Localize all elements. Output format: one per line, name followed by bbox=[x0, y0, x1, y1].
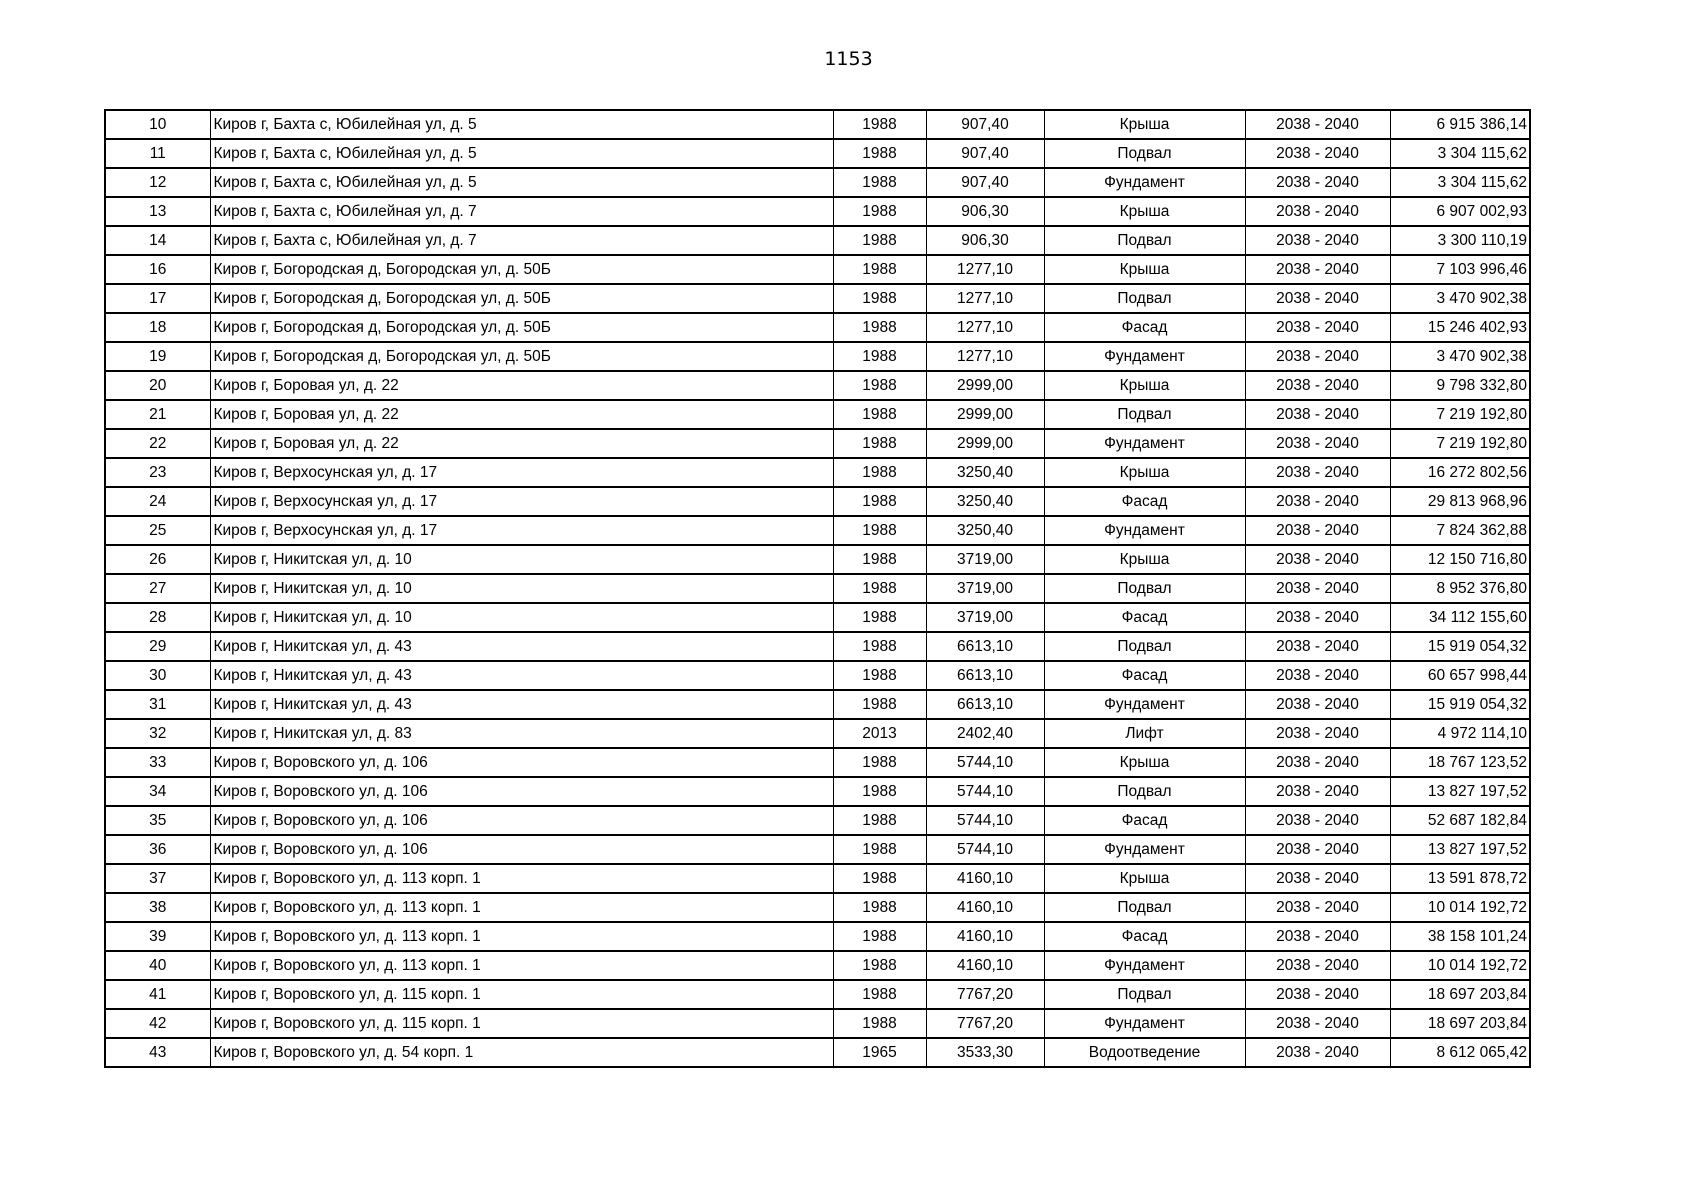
row-number-cell: 27 bbox=[105, 574, 210, 603]
address-cell: Киров г, Богородская д, Богородская ул, д. 50Б bbox=[210, 255, 833, 284]
cost-cell: 52 687 182,84 bbox=[1390, 806, 1530, 835]
table-row bbox=[105, 980, 1530, 1009]
work-type-cell: Подвал bbox=[1044, 777, 1245, 806]
work-type-cell: Крыша bbox=[1044, 197, 1245, 226]
cost-cell: 3 470 902,38 bbox=[1390, 284, 1530, 313]
area-cell: 1277,10 bbox=[926, 313, 1044, 342]
cost-cell: 3 470 902,38 bbox=[1390, 342, 1530, 371]
cost-cell: 16 272 802,56 bbox=[1390, 458, 1530, 487]
year-cell: 1988 bbox=[833, 632, 926, 661]
area-cell: 4160,10 bbox=[926, 951, 1044, 980]
row-number-cell: 12 bbox=[105, 168, 210, 197]
work-type-cell: Фасад bbox=[1044, 661, 1245, 690]
work-type-cell: Фасад bbox=[1044, 603, 1245, 632]
period-cell: 2038 - 2040 bbox=[1245, 748, 1390, 777]
area-cell: 3719,00 bbox=[926, 603, 1044, 632]
year-cell: 1988 bbox=[833, 429, 926, 458]
cost-cell: 13 827 197,52 bbox=[1390, 777, 1530, 806]
row-number-cell: 14 bbox=[105, 226, 210, 255]
table-row bbox=[105, 748, 1530, 777]
address-cell: Киров г, Бахта с, Юбилейная ул, д. 7 bbox=[210, 226, 833, 255]
work-type-cell: Фундамент bbox=[1044, 168, 1245, 197]
cost-cell: 10 014 192,72 bbox=[1390, 893, 1530, 922]
cost-cell: 8 612 065,42 bbox=[1390, 1038, 1530, 1067]
address-cell: Киров г, Никитская ул, д. 43 bbox=[210, 661, 833, 690]
table-row bbox=[105, 835, 1530, 864]
area-cell: 6613,10 bbox=[926, 661, 1044, 690]
address-cell: Киров г, Никитская ул, д. 43 bbox=[210, 690, 833, 719]
period-cell: 2038 - 2040 bbox=[1245, 980, 1390, 1009]
area-cell: 906,30 bbox=[926, 197, 1044, 226]
table-row bbox=[105, 516, 1530, 545]
cost-cell: 12 150 716,80 bbox=[1390, 545, 1530, 574]
area-cell: 3719,00 bbox=[926, 545, 1044, 574]
cost-cell: 60 657 998,44 bbox=[1390, 661, 1530, 690]
cost-cell: 13 827 197,52 bbox=[1390, 835, 1530, 864]
cost-cell: 3 300 110,19 bbox=[1390, 226, 1530, 255]
address-cell: Киров г, Воровского ул, д. 106 bbox=[210, 806, 833, 835]
work-type-cell: Подвал bbox=[1044, 574, 1245, 603]
address-cell: Киров г, Никитская ул, д. 10 bbox=[210, 574, 833, 603]
cost-cell: 7 219 192,80 bbox=[1390, 429, 1530, 458]
address-cell: Киров г, Верхосунская ул, д. 17 bbox=[210, 516, 833, 545]
period-cell: 2038 - 2040 bbox=[1245, 835, 1390, 864]
period-cell: 2038 - 2040 bbox=[1245, 226, 1390, 255]
year-cell: 1988 bbox=[833, 516, 926, 545]
area-cell: 3250,40 bbox=[926, 458, 1044, 487]
year-cell: 1988 bbox=[833, 574, 926, 603]
area-cell: 4160,10 bbox=[926, 864, 1044, 893]
row-number-cell: 24 bbox=[105, 487, 210, 516]
cost-cell: 3 304 115,62 bbox=[1390, 139, 1530, 168]
row-number-cell: 18 bbox=[105, 313, 210, 342]
address-cell: Киров г, Бахта с, Юбилейная ул, д. 5 bbox=[210, 168, 833, 197]
year-cell: 1988 bbox=[833, 806, 926, 835]
area-cell: 4160,10 bbox=[926, 922, 1044, 951]
work-type-cell: Крыша bbox=[1044, 110, 1245, 139]
address-cell: Киров г, Никитская ул, д. 83 bbox=[210, 719, 833, 748]
row-number-cell: 39 bbox=[105, 922, 210, 951]
table-row bbox=[105, 168, 1530, 197]
table-row bbox=[105, 632, 1530, 661]
cost-cell: 15 919 054,32 bbox=[1390, 632, 1530, 661]
cost-cell: 6 907 002,93 bbox=[1390, 197, 1530, 226]
table-row bbox=[105, 719, 1530, 748]
row-number-cell: 40 bbox=[105, 951, 210, 980]
table-row bbox=[105, 690, 1530, 719]
address-cell: Киров г, Никитская ул, д. 10 bbox=[210, 603, 833, 632]
row-number-cell: 25 bbox=[105, 516, 210, 545]
cost-cell: 18 767 123,52 bbox=[1390, 748, 1530, 777]
row-number-cell: 23 bbox=[105, 458, 210, 487]
area-cell: 6613,10 bbox=[926, 690, 1044, 719]
table-row bbox=[105, 139, 1530, 168]
table-row bbox=[105, 400, 1530, 429]
year-cell: 1988 bbox=[833, 864, 926, 893]
cost-cell: 7 824 362,88 bbox=[1390, 516, 1530, 545]
cost-cell: 38 158 101,24 bbox=[1390, 922, 1530, 951]
row-number-cell: 34 bbox=[105, 777, 210, 806]
address-cell: Киров г, Воровского ул, д. 115 корп. 1 bbox=[210, 1009, 833, 1038]
period-cell: 2038 - 2040 bbox=[1245, 632, 1390, 661]
work-type-cell: Фундамент bbox=[1044, 516, 1245, 545]
period-cell: 2038 - 2040 bbox=[1245, 487, 1390, 516]
table-row bbox=[105, 255, 1530, 284]
row-number-cell: 29 bbox=[105, 632, 210, 661]
table-row bbox=[105, 487, 1530, 516]
table-row bbox=[105, 458, 1530, 487]
period-cell: 2038 - 2040 bbox=[1245, 719, 1390, 748]
year-cell: 1988 bbox=[833, 400, 926, 429]
area-cell: 907,40 bbox=[926, 110, 1044, 139]
row-number-cell: 42 bbox=[105, 1009, 210, 1038]
table-row bbox=[105, 951, 1530, 980]
address-cell: Киров г, Воровского ул, д. 113 корп. 1 bbox=[210, 951, 833, 980]
row-number-cell: 36 bbox=[105, 835, 210, 864]
table-body bbox=[105, 110, 1530, 1067]
period-cell: 2038 - 2040 bbox=[1245, 951, 1390, 980]
period-cell: 2038 - 2040 bbox=[1245, 777, 1390, 806]
year-cell: 2013 bbox=[833, 719, 926, 748]
cost-cell: 15 919 054,32 bbox=[1390, 690, 1530, 719]
period-cell: 2038 - 2040 bbox=[1245, 400, 1390, 429]
year-cell: 1988 bbox=[833, 777, 926, 806]
year-cell: 1988 bbox=[833, 922, 926, 951]
address-cell: Киров г, Богородская д, Богородская ул, д. 50Б bbox=[210, 284, 833, 313]
cost-cell: 6 915 386,14 bbox=[1390, 110, 1530, 139]
year-cell: 1988 bbox=[833, 197, 926, 226]
area-cell: 2999,00 bbox=[926, 400, 1044, 429]
address-cell: Киров г, Воровского ул, д. 113 корп. 1 bbox=[210, 922, 833, 951]
table-row bbox=[105, 574, 1530, 603]
area-cell: 5744,10 bbox=[926, 777, 1044, 806]
table-row bbox=[105, 545, 1530, 574]
area-cell: 6613,10 bbox=[926, 632, 1044, 661]
year-cell: 1988 bbox=[833, 951, 926, 980]
cost-cell: 8 952 376,80 bbox=[1390, 574, 1530, 603]
period-cell: 2038 - 2040 bbox=[1245, 342, 1390, 371]
work-type-cell: Фундамент bbox=[1044, 951, 1245, 980]
cost-cell: 9 798 332,80 bbox=[1390, 371, 1530, 400]
area-cell: 2999,00 bbox=[926, 371, 1044, 400]
year-cell: 1988 bbox=[833, 110, 926, 139]
work-type-cell: Водоотведение bbox=[1044, 1038, 1245, 1067]
address-cell: Киров г, Бахта с, Юбилейная ул, д. 5 bbox=[210, 110, 833, 139]
cost-cell: 18 697 203,84 bbox=[1390, 1009, 1530, 1038]
work-type-cell: Фасад bbox=[1044, 487, 1245, 516]
area-cell: 7767,20 bbox=[926, 980, 1044, 1009]
year-cell: 1988 bbox=[833, 748, 926, 777]
table-row bbox=[105, 197, 1530, 226]
address-cell: Киров г, Никитская ул, д. 43 bbox=[210, 632, 833, 661]
row-number-cell: 20 bbox=[105, 371, 210, 400]
period-cell: 2038 - 2040 bbox=[1245, 110, 1390, 139]
address-cell: Киров г, Воровского ул, д. 113 корп. 1 bbox=[210, 893, 833, 922]
row-number-cell: 11 bbox=[105, 139, 210, 168]
area-cell: 5744,10 bbox=[926, 748, 1044, 777]
area-cell: 3250,40 bbox=[926, 516, 1044, 545]
period-cell: 2038 - 2040 bbox=[1245, 313, 1390, 342]
cost-cell: 7 219 192,80 bbox=[1390, 400, 1530, 429]
work-type-cell: Фасад bbox=[1044, 922, 1245, 951]
work-type-cell: Крыша bbox=[1044, 458, 1245, 487]
address-cell: Киров г, Бахта с, Юбилейная ул, д. 7 bbox=[210, 197, 833, 226]
work-type-cell: Крыша bbox=[1044, 545, 1245, 574]
row-number-cell: 37 bbox=[105, 864, 210, 893]
area-cell: 906,30 bbox=[926, 226, 1044, 255]
area-cell: 5744,10 bbox=[926, 835, 1044, 864]
area-cell: 2402,40 bbox=[926, 719, 1044, 748]
address-cell: Киров г, Боровая ул, д. 22 bbox=[210, 371, 833, 400]
work-type-cell: Фундамент bbox=[1044, 1009, 1245, 1038]
table-row bbox=[105, 661, 1530, 690]
area-cell: 1277,10 bbox=[926, 284, 1044, 313]
table-row bbox=[105, 342, 1530, 371]
period-cell: 2038 - 2040 bbox=[1245, 864, 1390, 893]
page-number: 1153 bbox=[824, 48, 873, 70]
work-type-cell: Фасад bbox=[1044, 806, 1245, 835]
cost-cell: 10 014 192,72 bbox=[1390, 951, 1530, 980]
table-row bbox=[105, 777, 1530, 806]
address-cell: Киров г, Воровского ул, д. 106 bbox=[210, 835, 833, 864]
table-row bbox=[105, 1038, 1530, 1067]
address-cell: Киров г, Богородская д, Богородская ул, д. 50Б bbox=[210, 313, 833, 342]
area-cell: 3719,00 bbox=[926, 574, 1044, 603]
work-type-cell: Крыша bbox=[1044, 864, 1245, 893]
cost-cell: 4 972 114,10 bbox=[1390, 719, 1530, 748]
period-cell: 2038 - 2040 bbox=[1245, 516, 1390, 545]
period-cell: 2038 - 2040 bbox=[1245, 458, 1390, 487]
year-cell: 1988 bbox=[833, 545, 926, 574]
address-cell: Киров г, Боровая ул, д. 22 bbox=[210, 429, 833, 458]
table-row bbox=[105, 603, 1530, 632]
work-type-cell: Крыша bbox=[1044, 371, 1245, 400]
table-row bbox=[105, 313, 1530, 342]
work-type-cell: Фундамент bbox=[1044, 690, 1245, 719]
address-cell: Киров г, Воровского ул, д. 113 корп. 1 bbox=[210, 864, 833, 893]
period-cell: 2038 - 2040 bbox=[1245, 284, 1390, 313]
cost-cell: 3 304 115,62 bbox=[1390, 168, 1530, 197]
row-number-cell: 31 bbox=[105, 690, 210, 719]
table-row bbox=[105, 226, 1530, 255]
repair-schedule-table bbox=[104, 109, 1531, 1068]
area-cell: 1277,10 bbox=[926, 342, 1044, 371]
year-cell: 1988 bbox=[833, 371, 926, 400]
work-type-cell: Крыша bbox=[1044, 255, 1245, 284]
row-number-cell: 13 bbox=[105, 197, 210, 226]
period-cell: 2038 - 2040 bbox=[1245, 690, 1390, 719]
table-row bbox=[105, 284, 1530, 313]
row-number-cell: 26 bbox=[105, 545, 210, 574]
table-row bbox=[105, 893, 1530, 922]
work-type-cell: Фундамент bbox=[1044, 342, 1245, 371]
period-cell: 2038 - 2040 bbox=[1245, 661, 1390, 690]
row-number-cell: 38 bbox=[105, 893, 210, 922]
row-number-cell: 28 bbox=[105, 603, 210, 632]
work-type-cell: Крыша bbox=[1044, 748, 1245, 777]
address-cell: Киров г, Верхосунская ул, д. 17 bbox=[210, 487, 833, 516]
cost-cell: 7 103 996,46 bbox=[1390, 255, 1530, 284]
row-number-cell: 16 bbox=[105, 255, 210, 284]
period-cell: 2038 - 2040 bbox=[1245, 1009, 1390, 1038]
year-cell: 1988 bbox=[833, 458, 926, 487]
address-cell: Киров г, Бахта с, Юбилейная ул, д. 5 bbox=[210, 139, 833, 168]
row-number-cell: 35 bbox=[105, 806, 210, 835]
address-cell: Киров г, Воровского ул, д. 115 корп. 1 bbox=[210, 980, 833, 1009]
period-cell: 2038 - 2040 bbox=[1245, 922, 1390, 951]
area-cell: 907,40 bbox=[926, 139, 1044, 168]
work-type-cell: Подвал bbox=[1044, 632, 1245, 661]
year-cell: 1988 bbox=[833, 980, 926, 1009]
period-cell: 2038 - 2040 bbox=[1245, 371, 1390, 400]
row-number-cell: 22 bbox=[105, 429, 210, 458]
year-cell: 1988 bbox=[833, 661, 926, 690]
table-row bbox=[105, 1009, 1530, 1038]
work-type-cell: Фундамент bbox=[1044, 835, 1245, 864]
table-row bbox=[105, 806, 1530, 835]
year-cell: 1965 bbox=[833, 1038, 926, 1067]
area-cell: 2999,00 bbox=[926, 429, 1044, 458]
address-cell: Киров г, Воровского ул, д. 106 bbox=[210, 748, 833, 777]
year-cell: 1988 bbox=[833, 893, 926, 922]
period-cell: 2038 - 2040 bbox=[1245, 1038, 1390, 1067]
table-row bbox=[105, 922, 1530, 951]
area-cell: 907,40 bbox=[926, 168, 1044, 197]
row-number-cell: 32 bbox=[105, 719, 210, 748]
period-cell: 2038 - 2040 bbox=[1245, 139, 1390, 168]
year-cell: 1988 bbox=[833, 487, 926, 516]
row-number-cell: 17 bbox=[105, 284, 210, 313]
period-cell: 2038 - 2040 bbox=[1245, 806, 1390, 835]
period-cell: 2038 - 2040 bbox=[1245, 545, 1390, 574]
work-type-cell: Фундамент bbox=[1044, 429, 1245, 458]
cost-cell: 29 813 968,96 bbox=[1390, 487, 1530, 516]
year-cell: 1988 bbox=[833, 168, 926, 197]
year-cell: 1988 bbox=[833, 835, 926, 864]
work-type-cell: Лифт bbox=[1044, 719, 1245, 748]
work-type-cell: Подвал bbox=[1044, 980, 1245, 1009]
year-cell: 1988 bbox=[833, 313, 926, 342]
row-number-cell: 10 bbox=[105, 110, 210, 139]
year-cell: 1988 bbox=[833, 690, 926, 719]
table-row bbox=[105, 371, 1530, 400]
area-cell: 5744,10 bbox=[926, 806, 1044, 835]
table-row bbox=[105, 110, 1530, 139]
period-cell: 2038 - 2040 bbox=[1245, 893, 1390, 922]
area-cell: 3250,40 bbox=[926, 487, 1044, 516]
table-row bbox=[105, 864, 1530, 893]
row-number-cell: 21 bbox=[105, 400, 210, 429]
address-cell: Киров г, Боровая ул, д. 22 bbox=[210, 400, 833, 429]
year-cell: 1988 bbox=[833, 255, 926, 284]
cost-cell: 18 697 203,84 bbox=[1390, 980, 1530, 1009]
period-cell: 2038 - 2040 bbox=[1245, 429, 1390, 458]
row-number-cell: 30 bbox=[105, 661, 210, 690]
row-number-cell: 43 bbox=[105, 1038, 210, 1067]
address-cell: Киров г, Никитская ул, д. 10 bbox=[210, 545, 833, 574]
period-cell: 2038 - 2040 bbox=[1245, 574, 1390, 603]
address-cell: Киров г, Воровского ул, д. 106 bbox=[210, 777, 833, 806]
work-type-cell: Подвал bbox=[1044, 284, 1245, 313]
area-cell: 4160,10 bbox=[926, 893, 1044, 922]
year-cell: 1988 bbox=[833, 139, 926, 168]
year-cell: 1988 bbox=[833, 284, 926, 313]
area-cell: 3533,30 bbox=[926, 1038, 1044, 1067]
year-cell: 1988 bbox=[833, 603, 926, 632]
area-cell: 1277,10 bbox=[926, 255, 1044, 284]
period-cell: 2038 - 2040 bbox=[1245, 603, 1390, 632]
row-number-cell: 19 bbox=[105, 342, 210, 371]
work-type-cell: Подвал bbox=[1044, 139, 1245, 168]
row-number-cell: 41 bbox=[105, 980, 210, 1009]
work-type-cell: Подвал bbox=[1044, 893, 1245, 922]
work-type-cell: Подвал bbox=[1044, 400, 1245, 429]
address-cell: Киров г, Верхосунская ул, д. 17 bbox=[210, 458, 833, 487]
year-cell: 1988 bbox=[833, 226, 926, 255]
work-type-cell: Фасад bbox=[1044, 313, 1245, 342]
work-type-cell: Подвал bbox=[1044, 226, 1245, 255]
year-cell: 1988 bbox=[833, 1009, 926, 1038]
cost-cell: 13 591 878,72 bbox=[1390, 864, 1530, 893]
period-cell: 2038 - 2040 bbox=[1245, 255, 1390, 284]
address-cell: Киров г, Богородская д, Богородская ул, д. 50Б bbox=[210, 342, 833, 371]
address-cell: Киров г, Воровского ул, д. 54 корп. 1 bbox=[210, 1038, 833, 1067]
period-cell: 2038 - 2040 bbox=[1245, 197, 1390, 226]
year-cell: 1988 bbox=[833, 342, 926, 371]
table-row bbox=[105, 429, 1530, 458]
row-number-cell: 33 bbox=[105, 748, 210, 777]
cost-cell: 15 246 402,93 bbox=[1390, 313, 1530, 342]
period-cell: 2038 - 2040 bbox=[1245, 168, 1390, 197]
area-cell: 7767,20 bbox=[926, 1009, 1044, 1038]
cost-cell: 34 112 155,60 bbox=[1390, 603, 1530, 632]
